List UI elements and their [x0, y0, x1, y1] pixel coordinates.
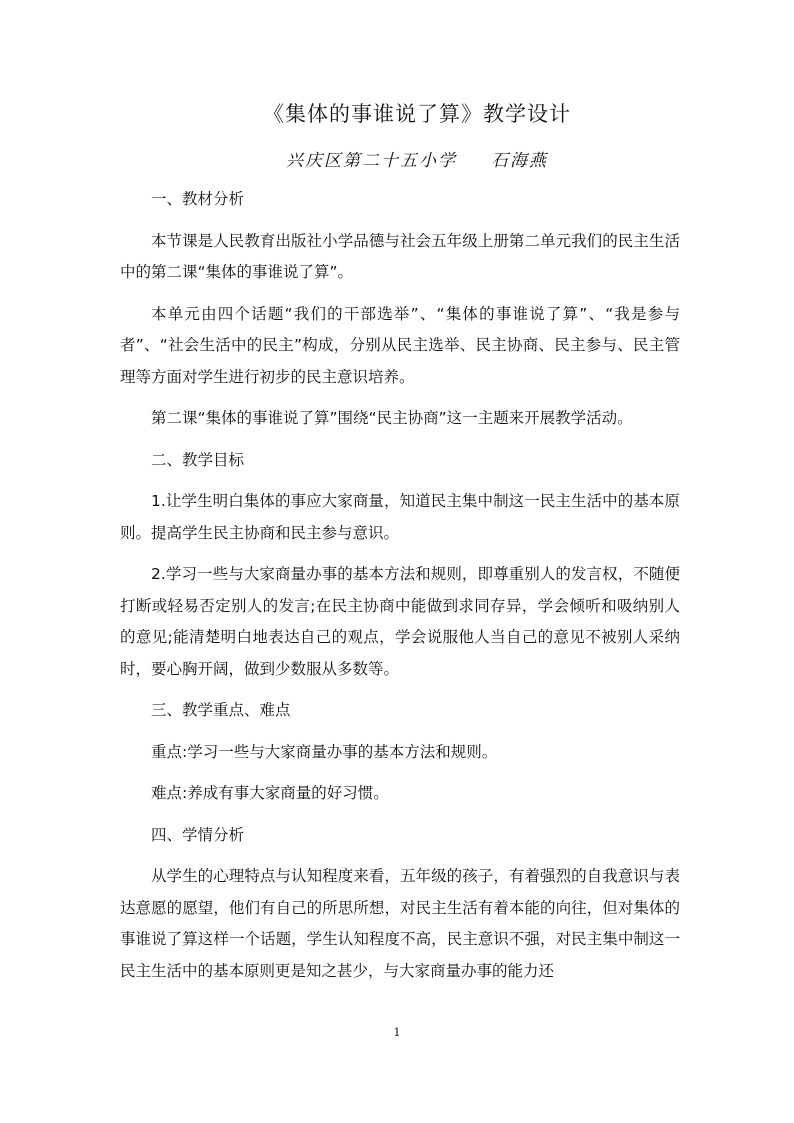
page-number: 1 — [393, 1026, 401, 1039]
paragraph: 难点:养成有事大家商量的好习惯。 — [151, 784, 389, 802]
paragraph: 重点:学习一些与大家商量办事的基本方法和规则。 — [151, 742, 498, 761]
section-heading: 二、教学目标 — [151, 450, 245, 469]
section-heading: 四、学情分析 — [151, 825, 245, 844]
section-heading: 三、教学重点、难点 — [151, 701, 291, 719]
paragraph: 本单元由四个话题“我们的干部选举”、“集体的事谁说了算”、“我是参与者”、“社会生活中的民主”构成，分别从民主选举、民主协商、民主参与、民主管理等方面对学生进行初步的民主意识培养。 — [120, 304, 680, 386]
document-body — [120, 184, 680, 997]
author-name: 石海燕 — [491, 151, 548, 171]
paragraph: 2.学习一些与大家商量办事的基本方法和规则，即尊重别人的发言权，不随便打断或轻易否定别人的发言;在民主协商中能做到求同存异，学会倾听和吸纳别人的意见;能清楚明白地表达自己的观点，学会说服他人当自己的意见不被别人采纳时，要心胸开阔，做到少数服从多数等。 — [120, 565, 680, 678]
school-name: 兴庆区第二十五小学 — [286, 151, 457, 171]
paragraph: 第二课“集体的事谁说了算”围绕“民主协商”这一主题来开展教学活动。 — [151, 409, 633, 427]
paragraph: 本节课是人民教育出版社小学品德与社会五年级上册第二单元我们的民主生活中的第二课“集体的事谁说了算”。 — [120, 231, 680, 281]
paragraph: 1.让学生明白集体的事应大家商量，知道民主集中制这一民主生活中的基本原则。提高学生民主协商和民主参与意识。 — [120, 492, 680, 542]
document-title: 《集体的事谁说了算》教学设计 — [263, 102, 571, 126]
section-heading: 一、教材分析 — [151, 190, 245, 208]
author-line — [40, 146, 794, 171]
paragraph: 从学生的心理特点与认知程度来看，五年级的孩子，有着强烈的自我意识与表达意愿的愿望，他们有自己的所思所想，对民主生活有着本能的向往，但对集体的事谁说了算这样一个话题，学生认知程度不高，民主意识不强，对民主集中制这一民主生活中的基本原则更是知之甚少，与大家商量办事的能力还 — [120, 867, 680, 980]
